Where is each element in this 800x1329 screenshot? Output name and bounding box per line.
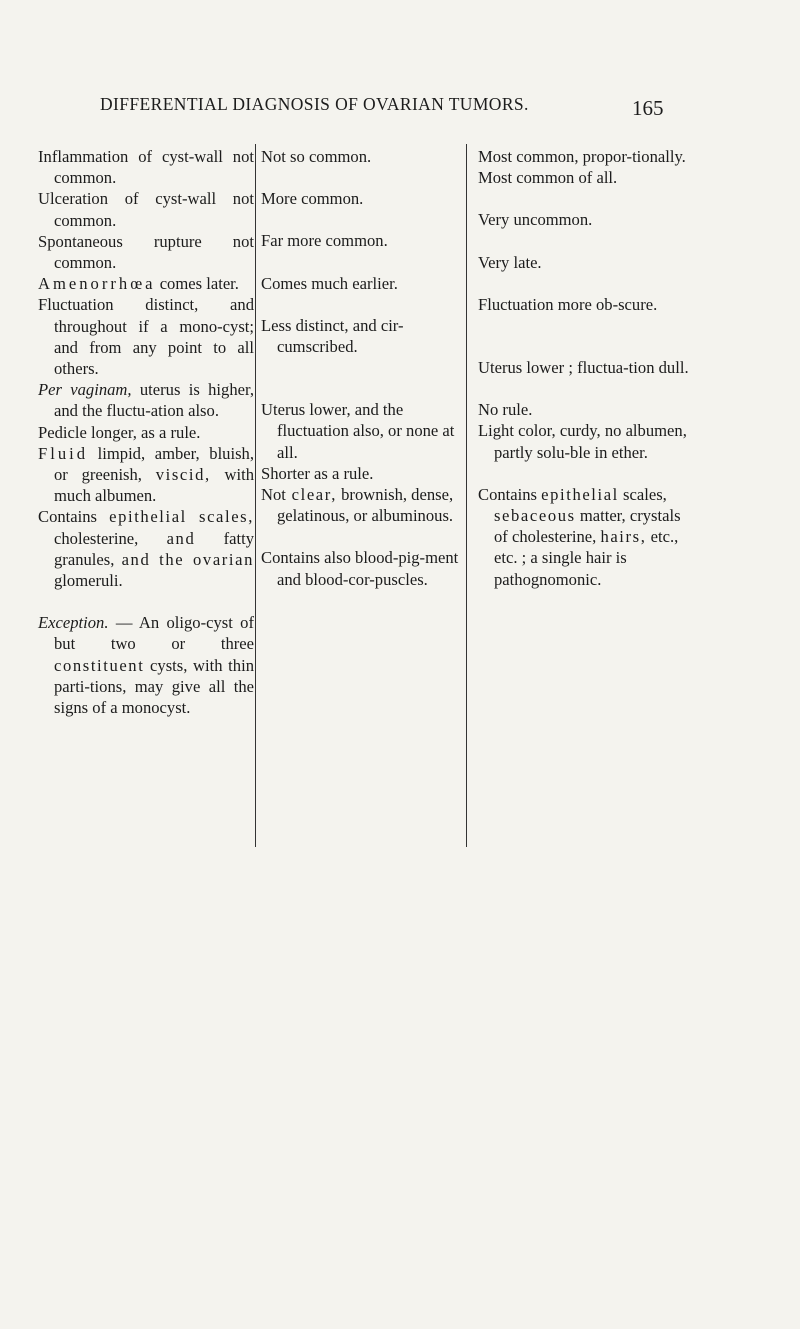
- entry-contains-dermoid: [478, 484, 698, 590]
- entry-pedicle: Pedicle longer, as a rule.: [38, 422, 201, 442]
- fluid-rest-2: with much albumen.: [54, 465, 255, 506]
- column-fibroid: [261, 146, 461, 590]
- entry-more-common: More common.: [261, 189, 364, 209]
- amenorrhoea-word: Amenorrhœa: [38, 274, 156, 294]
- epithelial-word: epithelial: [109, 507, 187, 527]
- running-title: DIFFERENTIAL DIAGNOSIS OF OVARIAN TUMORS.: [100, 94, 529, 114]
- column-dermoid: [478, 146, 698, 590]
- exception-text: — An oligo-cyst of but two or three: [54, 613, 254, 654]
- sebaceous-word: sebaceous: [494, 506, 576, 526]
- clear-word: clear,: [285, 485, 337, 505]
- entry-comes-earlier: Comes much earlier.: [261, 273, 398, 293]
- fluid-rest-1: limpid, amber, bluish, or greenish,: [54, 443, 254, 485]
- column-divider-2: [466, 144, 467, 847]
- entry-no-rule: No rule.: [478, 400, 533, 420]
- entry-very-late: Very late.: [478, 252, 542, 272]
- scales-word: scales,: [199, 507, 254, 527]
- and-the-ovarian: and the ovarian: [121, 549, 254, 569]
- entry-uterus-lower: Uterus lower, and the fluctuation also, or none at all.: [261, 400, 455, 462]
- entry-contains: [38, 506, 254, 591]
- entry-very-uncommon: Very uncommon.: [478, 210, 593, 230]
- entry-light-color: Light color, curdy, no albumen, partly solu-ble in ether.: [478, 421, 687, 462]
- per-vaginam-rest: uterus is higher, and the fluctu-ation also.: [54, 380, 254, 421]
- not-clear-rest: brownish, dense, gelatinous, or albuminous.: [277, 485, 454, 526]
- entry-far-more-common: Far more common.: [261, 231, 388, 251]
- exception-italic: Exception.: [38, 613, 109, 633]
- contains-3: matter, crystals of cholesterine,: [494, 506, 681, 547]
- page-number: 165: [632, 96, 664, 120]
- contains-2: scales,: [618, 484, 667, 504]
- entry-less-distinct: Less distinct, and cir-cumscribed.: [261, 315, 404, 357]
- hairs-word: hairs,: [600, 527, 647, 547]
- column-divider-1: [255, 144, 256, 847]
- not-word: Not: [261, 485, 286, 505]
- per-vaginam-italic: Per vaginam,: [38, 380, 132, 400]
- contains-2: cholesterine,: [54, 528, 167, 548]
- entry-most-common-all: Most common of all.: [478, 168, 618, 188]
- contains-1: Contains: [38, 507, 110, 527]
- entry-fluctuation: Fluctuation distinct, and throughout if a mono-cyst; and from any point to all others.: [38, 295, 254, 379]
- entry-shorter: Shorter as a rule.: [261, 463, 374, 483]
- exception-text-2: cysts, with thin parti-tions, may give all the signs of a monocyst.: [54, 655, 254, 718]
- constituent-word: constituent: [54, 655, 145, 675]
- entry-not-so-common: Not so common.: [261, 147, 372, 166]
- entry-amenorrhoea: [38, 273, 254, 294]
- entry-per-vaginam: [38, 379, 254, 421]
- entry-rupture: Spontaneous rupture not common.: [38, 231, 254, 273]
- viscid-word: viscid,: [155, 465, 211, 485]
- entry-inflammation: Inflammation of cyst-wall not common.: [38, 147, 254, 188]
- epithelial-word: epithelial: [541, 484, 619, 504]
- entry-most-common-prop: Most common, propor-tionally.: [478, 147, 686, 166]
- contains-3: fatty granules,: [54, 528, 255, 569]
- amenorrhoea-rest: comes later.: [155, 274, 239, 294]
- contains-4: glomeruli.: [54, 571, 123, 591]
- entry-fluctuation-obscure: Fluctuation more ob-scure.: [478, 294, 658, 314]
- entry-ulceration: Ulceration of cyst-wall not common.: [38, 189, 254, 230]
- fluid-word: Fluid: [38, 443, 89, 463]
- entry-contains-blood: Contains also blood-pig-ment and blood-cor-puscles.: [261, 548, 459, 589]
- entry-not-clear: [261, 484, 461, 526]
- entry-uterus-dull: Uterus lower ; fluctua-tion dull.: [478, 358, 689, 378]
- column-ovarian-cyst: [38, 146, 254, 718]
- entry-fluid: [38, 443, 254, 507]
- entry-exception: [38, 612, 254, 718]
- contains-4: etc., etc. ; a single hair is pathognomonic.: [494, 527, 679, 589]
- contains-1: Contains: [478, 484, 542, 504]
- and-word: and: [166, 528, 196, 548]
